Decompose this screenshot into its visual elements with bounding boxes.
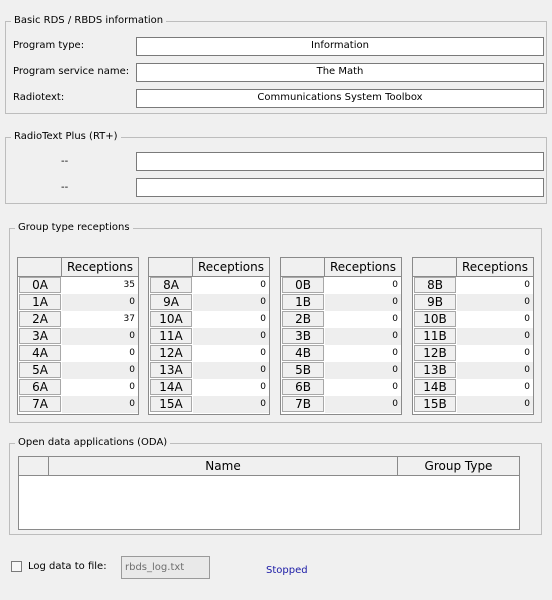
table-row[interactable] xyxy=(18,328,138,345)
reception-table[interactable] xyxy=(17,257,139,415)
radiotext-field[interactable]: Communications System Toolbox xyxy=(136,89,544,108)
table-row[interactable] xyxy=(281,345,401,362)
table-row[interactable] xyxy=(149,277,269,294)
table-row[interactable] xyxy=(413,362,533,379)
status-text: Stopped xyxy=(266,565,308,576)
reception-count-cell: 35 xyxy=(123,280,135,290)
table-row[interactable] xyxy=(413,294,533,311)
group-type-row-header: 14A xyxy=(150,379,192,395)
group-type-row-header: 15A xyxy=(150,396,192,412)
reception-count-cell: 0 xyxy=(524,280,530,290)
reception-count-cell: 0 xyxy=(392,280,398,290)
reception-table[interactable] xyxy=(148,257,270,415)
group-type-row-header: 8B xyxy=(414,277,456,293)
table-row[interactable] xyxy=(18,277,138,294)
group-type-row-header: 1B xyxy=(282,294,324,310)
reception-count-cell: 0 xyxy=(193,294,269,311)
table-corner xyxy=(149,258,193,277)
reception-count-cell: 0 xyxy=(524,348,530,358)
log-filename-field[interactable]: rbds_log.txt xyxy=(121,556,210,579)
group-type-row-header: 0B xyxy=(282,277,324,293)
reception-count-cell: 0 xyxy=(457,328,533,345)
group-type-row-header: 4B xyxy=(282,345,324,361)
table-row[interactable] xyxy=(281,396,401,413)
group-type-row-header: 3B xyxy=(282,328,324,344)
oda-name-header[interactable]: Name xyxy=(49,457,398,476)
group-type-row-header: 15B xyxy=(414,396,456,412)
table-row[interactable] xyxy=(18,345,138,362)
table-row[interactable] xyxy=(413,328,533,345)
reception-count-cell: 0 xyxy=(392,348,398,358)
table-row[interactable] xyxy=(18,311,138,328)
table-row[interactable] xyxy=(281,362,401,379)
group-type-row-header: 4A xyxy=(19,345,61,361)
group-type-row-header: 5A xyxy=(19,362,61,378)
rtplus-title: RadioText Plus (RT+) xyxy=(11,131,121,143)
reception-count-cell: 0 xyxy=(260,314,266,324)
reception-count-cell: 0 xyxy=(193,396,269,413)
program-type-field[interactable]: Information xyxy=(136,37,544,56)
oda-table[interactable] xyxy=(18,456,520,530)
radiotext-label: Radiotext: xyxy=(13,92,65,103)
rtplus-field-1[interactable] xyxy=(136,152,544,171)
table-row[interactable] xyxy=(413,379,533,396)
table-row[interactable] xyxy=(18,379,138,396)
group-type-row-header: 3A xyxy=(19,328,61,344)
reception-count-cell: 0 xyxy=(129,348,135,358)
reception-count-cell: 0 xyxy=(325,396,401,413)
table-row[interactable] xyxy=(149,311,269,328)
table-row[interactable] xyxy=(413,345,533,362)
reception-count-cell: 0 xyxy=(129,382,135,392)
reception-count-cell: 0 xyxy=(457,362,533,379)
reception-count-cell: 0 xyxy=(524,382,530,392)
log-checkbox-label: Log data to file: xyxy=(28,561,107,572)
group-receptions-title: Group type receptions xyxy=(15,222,133,234)
table-row[interactable] xyxy=(149,345,269,362)
reception-count-cell: 0 xyxy=(524,314,530,324)
oda-title: Open data applications (ODA) xyxy=(15,437,170,449)
table-row[interactable] xyxy=(413,311,533,328)
group-type-row-header: 12B xyxy=(414,345,456,361)
table-row[interactable] xyxy=(149,328,269,345)
reception-count-cell: 0 xyxy=(62,328,138,345)
reception-count-cell: 0 xyxy=(62,396,138,413)
table-row[interactable] xyxy=(281,311,401,328)
table-row[interactable] xyxy=(149,396,269,413)
reception-count-cell: 0 xyxy=(325,294,401,311)
reception-count-cell: 0 xyxy=(62,362,138,379)
table-row[interactable] xyxy=(18,396,138,413)
group-type-row-header: 7B xyxy=(282,396,324,412)
group-type-row-header: 2A xyxy=(19,311,61,327)
oda-corner xyxy=(19,457,49,476)
table-row[interactable] xyxy=(281,294,401,311)
table-row[interactable] xyxy=(149,362,269,379)
reception-count-cell: 0 xyxy=(260,348,266,358)
group-type-row-header: 9A xyxy=(150,294,192,310)
reception-table[interactable] xyxy=(280,257,402,415)
receptions-column-header[interactable]: Receptions xyxy=(325,258,401,277)
reception-count-cell: 0 xyxy=(392,382,398,392)
table-row[interactable] xyxy=(18,294,138,311)
group-type-row-header: 0A xyxy=(19,277,61,293)
program-type-label: Program type: xyxy=(13,40,85,51)
table-row[interactable] xyxy=(18,362,138,379)
group-type-row-header: 10A xyxy=(150,311,192,327)
group-type-row-header: 8A xyxy=(150,277,192,293)
receptions-column-header[interactable]: Receptions xyxy=(193,258,269,277)
reception-count-cell: 0 xyxy=(260,280,266,290)
group-type-row-header: 12A xyxy=(150,345,192,361)
rtplus-field-2[interactable] xyxy=(136,178,544,197)
group-type-row-header: 11A xyxy=(150,328,192,344)
reception-count-cell: 37 xyxy=(123,314,135,324)
group-type-row-header: 11B xyxy=(414,328,456,344)
group-type-row-header: 13A xyxy=(150,362,192,378)
reception-table[interactable] xyxy=(412,257,534,415)
table-row[interactable] xyxy=(413,277,533,294)
basic-info-title: Basic RDS / RBDS information xyxy=(11,15,166,27)
group-type-row-header: 14B xyxy=(414,379,456,395)
group-type-row-header: 5B xyxy=(282,362,324,378)
reception-count-cell: 0 xyxy=(457,294,533,311)
group-type-row-header: 6A xyxy=(19,379,61,395)
group-type-row-header: 2B xyxy=(282,311,324,327)
receptions-column-header[interactable]: Receptions xyxy=(62,258,138,277)
table-row[interactable] xyxy=(281,379,401,396)
oda-group-type-header[interactable]: Group Type xyxy=(398,457,519,476)
reception-count-cell: 0 xyxy=(325,362,401,379)
table-row[interactable] xyxy=(149,379,269,396)
rtplus-label-2: -- xyxy=(61,182,69,193)
group-type-row-header: 1A xyxy=(19,294,61,310)
reception-count-cell: 0 xyxy=(62,294,138,311)
group-type-row-header: 6B xyxy=(282,379,324,395)
table-corner xyxy=(413,258,457,277)
rtplus-label-1: -- xyxy=(61,156,69,167)
table-row[interactable] xyxy=(149,294,269,311)
table-row[interactable] xyxy=(413,396,533,413)
program-service-name-field[interactable]: The Math xyxy=(136,63,544,82)
reception-count-cell: 0 xyxy=(193,328,269,345)
reception-count-cell: 0 xyxy=(325,328,401,345)
table-corner xyxy=(18,258,62,277)
program-service-name-label: Program service name: xyxy=(13,66,130,77)
table-corner xyxy=(281,258,325,277)
reception-count-cell: 0 xyxy=(260,382,266,392)
receptions-column-header[interactable]: Receptions xyxy=(457,258,533,277)
group-type-row-header: 7A xyxy=(19,396,61,412)
table-row[interactable] xyxy=(281,328,401,345)
reception-count-cell: 0 xyxy=(392,314,398,324)
group-type-row-header: 13B xyxy=(414,362,456,378)
group-type-row-header: 10B xyxy=(414,311,456,327)
group-type-row-header: 9B xyxy=(414,294,456,310)
reception-count-cell: 0 xyxy=(457,396,533,413)
reception-count-cell: 0 xyxy=(193,362,269,379)
log-checkbox[interactable] xyxy=(11,561,22,572)
table-row[interactable] xyxy=(281,277,401,294)
